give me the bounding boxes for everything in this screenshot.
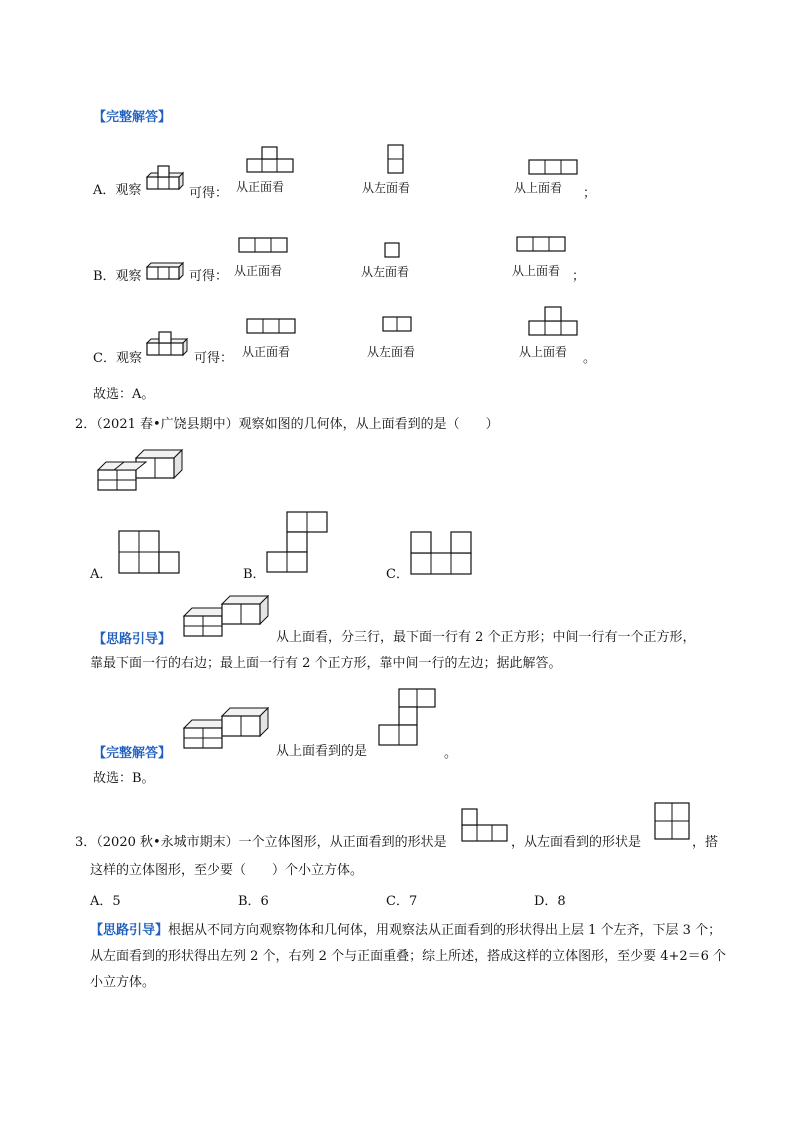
q3-front-view (461, 808, 511, 844)
row-a-prefix: A．观察 (93, 183, 142, 198)
row-b-left-view (384, 242, 402, 260)
q3-option-d[interactable]: D．8 (534, 894, 566, 909)
q2-option-b-figure[interactable] (266, 511, 330, 575)
row-a-left-label: 从左面看 (362, 181, 411, 195)
q3-option-c[interactable]: C．7 (386, 894, 418, 909)
row-c-prefix: C．观察 (93, 351, 142, 366)
q3-hint-text: 根据从不同方向观察物体和几何体，用观察法从正面看到的形状得出上层 1 个左齐，下层 3 个；从左面看到的形状得出左列 2 个，右列 2 个与正面重叠；综上所述，搭成这样的立体图形，至少要 4+2＝6 个小立方体。 (90, 923, 727, 990)
q3-question-part-b: ，从左面看到的形状是 (511, 835, 642, 850)
q2-option-c-label[interactable]: C． (386, 567, 409, 582)
q2-answer-text: 从上面看到的是 (276, 744, 368, 759)
row-b-prefix: B．观察 (93, 269, 142, 284)
q3-option-a[interactable]: A．5 (90, 894, 121, 909)
row-a-left-view (387, 144, 407, 176)
row-a-top-label: 从上面看 (514, 181, 563, 195)
row-c-front-label: 从正面看 (242, 345, 291, 359)
row-a-top-view (528, 159, 580, 177)
q2-question: 2．（2021 春•广饶县期中）观察如图的几何体，从上面看到的是（ ） (75, 417, 499, 432)
row-a-front-label: 从正面看 (236, 180, 285, 194)
row-b-front-view (238, 237, 290, 255)
row-a-front-view (246, 146, 296, 174)
row-a-suffix: 可得： (189, 186, 229, 201)
q2-option-b-label[interactable]: B． (243, 567, 266, 582)
q2-hint-line1: 从上面看，分三行，最下面一行有 2 个正方形；中间一行有一个正方形， (276, 630, 696, 645)
row-a-end: ； (583, 186, 597, 201)
q2-hint-heading: 【思路引导】 (93, 632, 172, 647)
row-a-solid-figure (143, 163, 188, 193)
answer1-conclusion: 故选：A。 (93, 387, 155, 402)
q3-hint-heading: 【思路引导】 (90, 923, 169, 938)
q2-answer-top-view (378, 688, 438, 750)
complete-answer-heading: 【完整解答】 (93, 110, 172, 125)
q3-left-view (654, 802, 692, 842)
q2-conclusion: 故选：B。 (93, 771, 155, 786)
row-c-left-view (382, 316, 414, 334)
row-b-suffix: 可得： (189, 269, 229, 284)
row-c-front-view (246, 318, 298, 336)
row-b-top-label: 从上面看 (512, 264, 561, 278)
row-b-front-label: 从正面看 (234, 264, 283, 278)
q3-option-b[interactable]: B．6 (238, 894, 269, 909)
q2-answer-heading: 【完整解答】 (93, 746, 172, 761)
row-b-solid-figure (143, 260, 188, 282)
row-c-left-label: 从左面看 (367, 345, 416, 359)
q2-option-a-label[interactable]: A． (90, 567, 113, 582)
q3-question-part-c: ，搭 (692, 835, 719, 850)
row-c-top-label: 从上面看 (519, 345, 568, 359)
row-c-suffix: 可得： (194, 351, 234, 366)
row-b-top-view (516, 236, 568, 254)
row-c-end: 。 (583, 351, 597, 366)
q2-answer-end: 。 (444, 746, 458, 761)
q3-hint (90, 918, 730, 996)
row-c-top-view (528, 306, 580, 338)
row-b-end: ； (572, 269, 586, 284)
q2-option-a-figure[interactable] (118, 530, 182, 576)
q2-hint-solid-figure (180, 590, 276, 640)
q2-option-c-figure[interactable] (410, 531, 474, 577)
q2-hint-line2: 靠最下面一行的右边；最上面一行有 2 个正方形，靠中间一行的左边；据此解答。 (90, 656, 562, 671)
q2-answer-solid-figure (180, 702, 276, 752)
q2-solid-figure (94, 444, 190, 494)
row-c-solid-figure (143, 329, 193, 359)
q3-question-line2: 这样的立体图形，至少要（ ）个小立方体。 (90, 863, 364, 878)
row-b-left-label: 从左面看 (361, 265, 410, 279)
q3-question-part-a: 3．（2020 秋•永城市期末）一个立体图形，从正面看到的形状是 (75, 835, 447, 850)
